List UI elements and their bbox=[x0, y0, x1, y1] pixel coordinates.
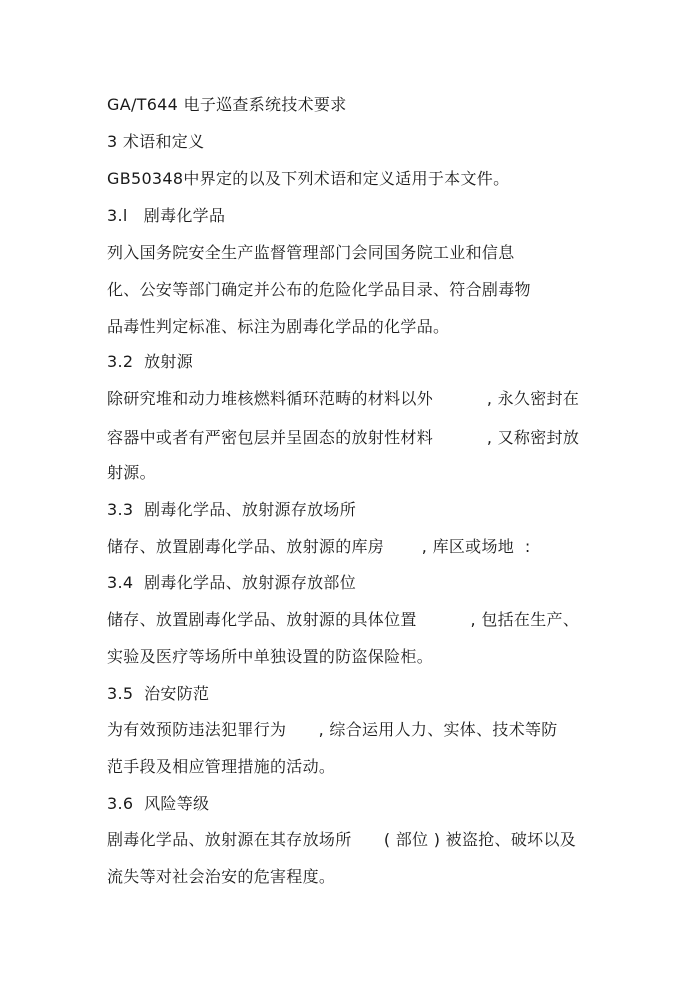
term-heading: 3.3 剧毒化学品、放射源存放场所 bbox=[107, 500, 357, 519]
paragraph-line: 范手段及相应管理措施的活动。 bbox=[107, 757, 336, 776]
paragraph-line: 射源。 bbox=[107, 463, 156, 482]
paragraph-line: 实验及医疗等场所中单独设置的防盗保险柜。 bbox=[107, 647, 434, 666]
term-heading: 3.5 治安防范 bbox=[107, 684, 210, 703]
paragraph-line: 容器中或者有严密包层并呈固态的放射性材料 , 又称密封放 bbox=[107, 428, 580, 447]
paragraph-line: 为有效预防违法犯罪行为 , 综合运用人力、实体、技术等防 bbox=[107, 720, 558, 739]
paragraph-line: 储存、放置剧毒化学品、放射源的具体位置 , 包括在生产、 bbox=[107, 610, 580, 629]
paragraph-line: 流失等对社会治安的危害程度。 bbox=[107, 867, 336, 886]
reference-standard-line: GA/T644 电子巡查系统技术要求 bbox=[107, 95, 347, 114]
paragraph-line: 除研究堆和动力堆核燃料循环范畴的材料以外 , 永久密封在 bbox=[107, 389, 580, 408]
paragraph-line: 化、公安等部门确定并公布的危险化学品目录、符合剧毒物 bbox=[107, 280, 531, 299]
paragraph-line: 列入国务院安全生产监督管理部门会同国务院工业和信息 bbox=[107, 243, 515, 262]
term-heading: 3.6 风险等级 bbox=[107, 794, 210, 813]
paragraph-line: 剧毒化学品、放射源在其存放场所 ( 部位 ) 被盗抢、破坏以及 bbox=[107, 830, 577, 849]
term-heading: 3.l 剧毒化学品 bbox=[107, 206, 226, 225]
paragraph-line: GB50348中界定的以及下列术语和定义适用于本文件。 bbox=[107, 169, 510, 188]
paragraph-line: 储存、放置剧毒化学品、放射源的库房 , 库区或场地 : bbox=[107, 537, 531, 556]
term-heading: 3.2 放射源 bbox=[107, 352, 194, 371]
term-heading: 3.4 剧毒化学品、放射源存放部位 bbox=[107, 573, 357, 592]
section-heading: 3 术语和定义 bbox=[107, 132, 205, 151]
paragraph-line: 品毒性判定标准、标注为剧毒化学品的化学品。 bbox=[107, 317, 450, 336]
